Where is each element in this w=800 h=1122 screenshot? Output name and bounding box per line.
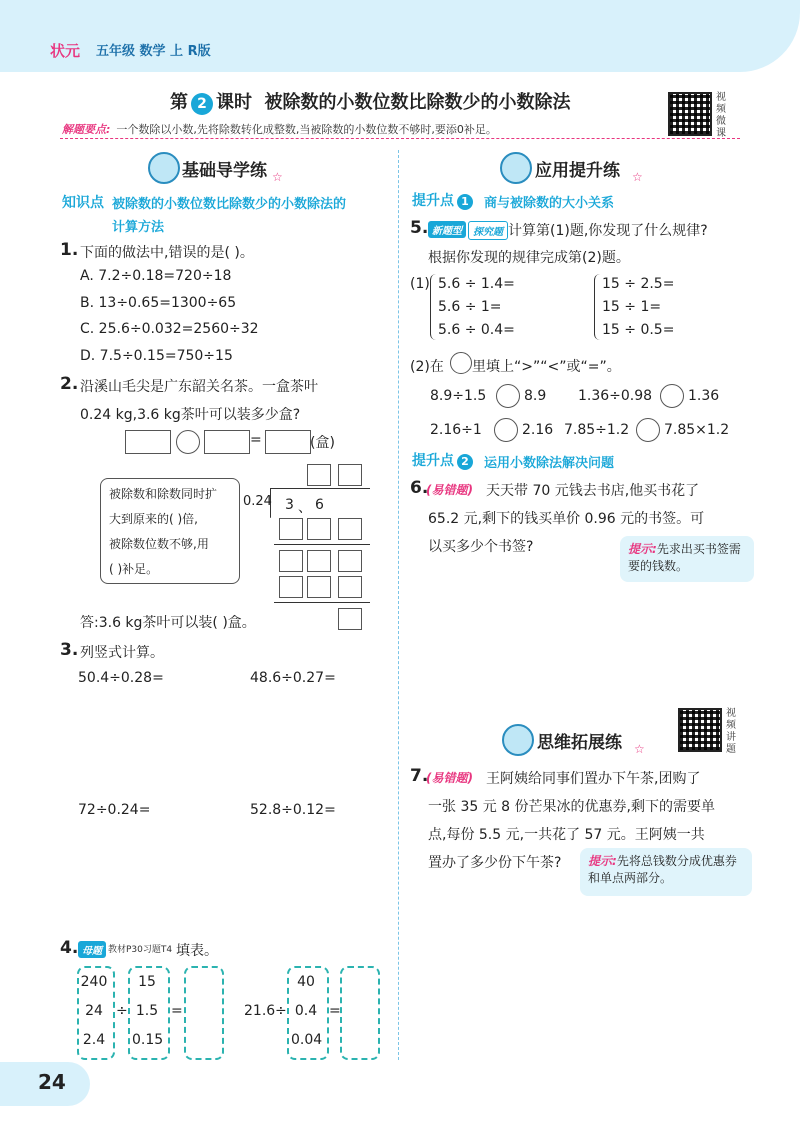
q7-text: 一张 35 元 8 份芒果冰的优惠券,剩下的需要单 (428, 799, 715, 815)
answer-box[interactable] (265, 430, 311, 454)
q5-left-item: 5.6 ÷ 1= (438, 299, 502, 315)
cmp-right: 8.9 (524, 388, 547, 404)
table-cell: 2.4 (82, 1032, 106, 1048)
work-box[interactable] (338, 550, 362, 572)
brace (430, 274, 437, 340)
divisor: 0.24 (243, 494, 272, 509)
q4-tag: 母题 (78, 941, 106, 958)
star-icon: ☆ (272, 170, 283, 184)
q4-text: 填表。 (176, 943, 218, 959)
q5-part1: (1) (410, 276, 430, 292)
qr-label: 视频微课 (716, 92, 726, 139)
tp2-text: 运用小数除法解决问题 (484, 456, 615, 471)
quotient-box[interactable] (307, 464, 331, 486)
unit-label: (盒) (310, 435, 335, 451)
q7-text: 置办了多少份下午茶? (428, 855, 562, 871)
q1-text: 下面的做法中,错误的是( )。 (80, 245, 254, 261)
q3-number: 3. (60, 640, 79, 660)
q1-option[interactable]: B. 13÷0.65=1300÷65 (80, 295, 237, 311)
q5-right-item: 15 ÷ 1= (602, 299, 662, 315)
work-box[interactable] (279, 576, 303, 598)
lesson-title: 第 2 课时 被除数的小数位数比除数少的小数除法 (170, 92, 571, 113)
compare-circle[interactable] (494, 418, 518, 442)
cmp-left: 2.16÷1 (430, 422, 482, 438)
q3-item: 50.4÷0.28= (78, 670, 164, 686)
kp-text: 被除数的小数位数比除数少的小数除法的 (112, 197, 347, 212)
equals-sign: = (329, 1003, 341, 1019)
q6-text: 以买多少个书签? (428, 539, 534, 555)
answer-column[interactable] (340, 966, 380, 1060)
q5-left-item: 5.6 ÷ 0.4= (438, 322, 515, 338)
header-grade: 五年级 数学 上 R版 (96, 44, 211, 59)
q5-part2-post: 里填上“>”“<”或“=”。 (472, 359, 621, 375)
q3-item: 72÷0.24= (78, 802, 151, 818)
table-cell: 24 (85, 1003, 103, 1019)
hint-bubble: 被除数和除数同时扩 大到原来的( )倍, 被除数位数不够,用 ( )补足。 (100, 478, 240, 584)
q2-answer: 答:3.6 kg茶叶可以装( )盒。 (80, 615, 256, 631)
divide-sign: ÷ (116, 1003, 128, 1019)
q5-part2-pre: (2)在 (410, 359, 444, 375)
q3-item: 48.6÷0.27= (250, 670, 336, 686)
answer-box[interactable] (204, 430, 250, 454)
tp1-text: 商与被除数的大小关系 (484, 196, 615, 211)
q7-text: 王阿姨给同事们置办下午茶,团购了 (486, 771, 701, 787)
dividend: 3 (285, 497, 294, 513)
tip-divider (60, 138, 740, 139)
kp-label: 知识点 (62, 195, 104, 211)
work-box[interactable] (338, 518, 362, 540)
q7-number: 7. (410, 766, 429, 786)
q5-tag: 新题型 (428, 221, 466, 238)
q2-number: 2. (60, 374, 79, 394)
table-cell: 0.04 (291, 1032, 323, 1048)
q5-text: 计算第(1)题,你发现了什么规律? (508, 223, 708, 239)
mascot-icon (502, 724, 534, 756)
cmp-right: 7.85×1.2 (664, 422, 730, 438)
q1-option[interactable]: D. 7.5÷0.15=750÷15 (80, 348, 233, 364)
q5-number: 5. (410, 218, 429, 238)
q5-right-item: 15 ÷ 0.5= (602, 322, 675, 338)
q2-text: 沿溪山毛尖是广东韶关名茶。一盒茶叶 (80, 379, 318, 395)
tp2-label: 提升点 2 (412, 450, 476, 470)
q1-number: 1. (60, 240, 79, 260)
divide-sign: ÷ (275, 1003, 287, 1019)
q5-right-item: 15 ÷ 2.5= (602, 276, 675, 292)
brand-logo: 状元 (50, 42, 81, 60)
work-box[interactable] (279, 518, 303, 540)
page-number: 24 (38, 1070, 66, 1094)
table-cell: 0.15 (132, 1032, 164, 1048)
table-cell: 40 (297, 974, 315, 990)
section-extended: 思维拓展练 (537, 733, 622, 753)
page-number-tab (0, 1062, 90, 1106)
q2-text: 0.24 kg,3.6 kg茶叶可以装多少盒? (80, 407, 301, 423)
q6-tag: (易错题) (426, 483, 473, 497)
q7-hint: 提示:先将总钱数分成优惠券和单点两部分。 (580, 848, 752, 896)
operator-circle[interactable] (176, 430, 200, 454)
division-line (274, 602, 370, 603)
q1-option[interactable]: A. 7.2÷0.18=720÷18 (80, 268, 232, 284)
lesson-number: 2 (191, 93, 213, 115)
compare-circle[interactable] (636, 418, 660, 442)
table-cell: 21.6 (244, 1003, 276, 1019)
compare-circle[interactable] (496, 384, 520, 408)
q4-ref: 教材P30习题T4 (108, 945, 173, 955)
dividend-dot: 、 (298, 500, 312, 516)
q5-tag: 探究题 (468, 221, 508, 240)
q3-text: 列竖式计算。 (80, 645, 164, 661)
quotient-box[interactable] (338, 464, 362, 486)
tp1-label: 提升点 1 (412, 190, 476, 210)
work-box[interactable] (307, 550, 331, 572)
column-divider (398, 150, 399, 1060)
table-cell: 15 (138, 974, 156, 990)
table-cell: 0.4 (294, 1003, 318, 1019)
brace (594, 274, 601, 340)
compare-circle (450, 352, 472, 374)
q7-text: 点,每份 5.5 元,一共花了 57 元。王阿姨一共 (428, 827, 705, 843)
work-box[interactable] (307, 518, 331, 540)
q5-left-item: 5.6 ÷ 1.4= (438, 276, 515, 292)
cmp-left: 1.36÷0.98 (578, 388, 653, 404)
dividend: 6 (315, 497, 324, 513)
equals-sign: = (171, 1003, 183, 1019)
q5-text: 根据你发现的规律完成第(2)题。 (428, 250, 630, 266)
qr-label: 视频讲题 (726, 708, 736, 755)
equals-sign: = (250, 432, 262, 448)
division-line (274, 544, 370, 545)
work-box[interactable] (338, 576, 362, 598)
cmp-left: 7.85÷1.2 (564, 422, 630, 438)
work-box[interactable] (279, 550, 303, 572)
q7-tag: (易错题) (426, 771, 473, 785)
table-cell: 240 (80, 974, 108, 990)
q6-text: 天天带 70 元钱去书店,他买书花了 (486, 483, 700, 499)
header-band (0, 0, 800, 72)
mascot-icon (148, 152, 180, 184)
work-box[interactable] (338, 608, 362, 630)
star-icon: ☆ (632, 170, 643, 184)
table-cell: 1.5 (135, 1003, 159, 1019)
section-applied: 应用提升练 (535, 161, 620, 181)
cmp-right: 1.36 (688, 388, 720, 404)
cmp-right: 2.16 (522, 422, 554, 438)
q6-hint: 提示:先求出买书签需要的钱数。 (620, 536, 754, 582)
answer-box[interactable] (125, 430, 171, 454)
tip-line: 解题要点: 一个数除以小数,先将除数转化成整数,当被除数的小数位数不够时,要添0补足。 (62, 123, 497, 136)
q1-option[interactable]: C. 25.6÷0.032=2560÷32 (80, 321, 259, 337)
section-basic: 基础导学练 (182, 161, 267, 181)
mascot-icon (500, 152, 532, 184)
compare-circle[interactable] (660, 384, 684, 408)
answer-column[interactable] (184, 966, 224, 1060)
q3-item: 52.8÷0.12= (250, 802, 336, 818)
kp-text: 计算方法 (112, 220, 165, 235)
star-icon: ☆ (634, 742, 645, 756)
division-bar (270, 488, 370, 489)
cmp-left: 8.9÷1.5 (430, 388, 487, 404)
q4-number: 4. (60, 938, 79, 958)
qr-code-icon[interactable] (668, 92, 712, 136)
q6-text: 65.2 元,剩下的钱买单价 0.96 元的书签。可 (428, 511, 705, 527)
q6-number: 6. (410, 478, 429, 498)
work-box[interactable] (307, 576, 331, 598)
qr-code-icon[interactable] (678, 708, 722, 752)
